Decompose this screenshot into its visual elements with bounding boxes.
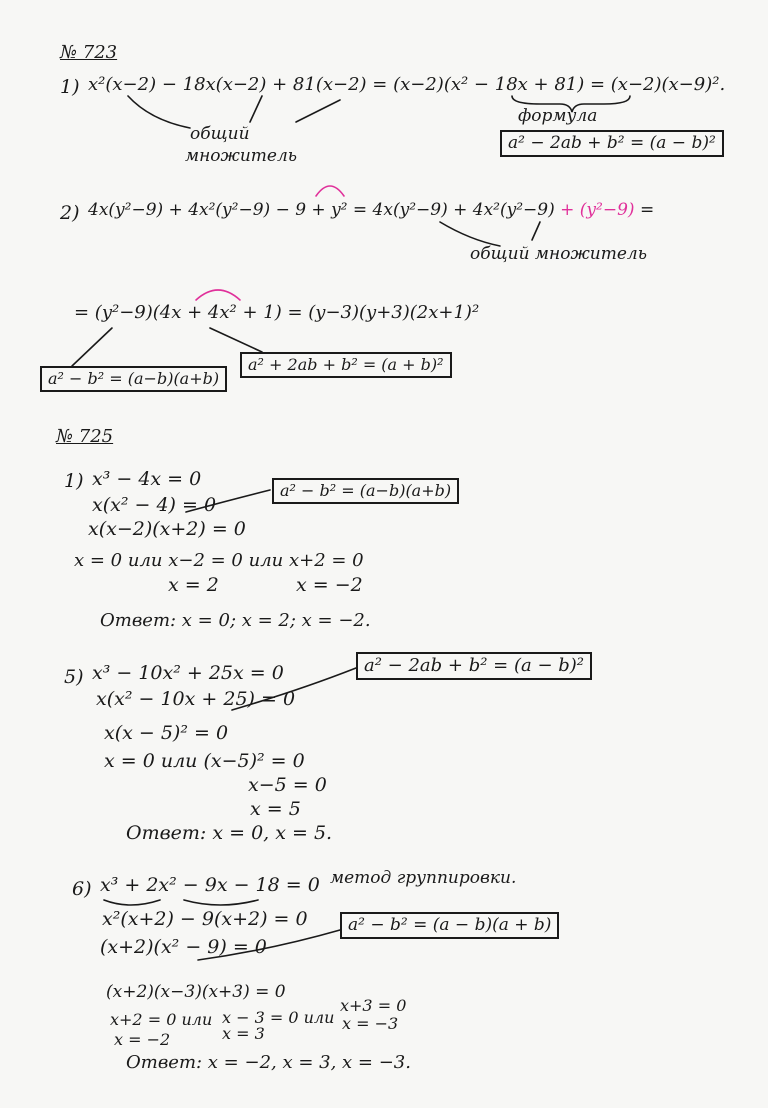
p725-item6-line3: (x+2)(x² − 9) = 0: [100, 936, 267, 958]
problem-number-723: № 723: [60, 42, 118, 63]
p723-item2-label: 2): [60, 202, 80, 224]
p725-item6-formula-box: a² − b² = (a − b)(a + b): [340, 912, 559, 939]
p725-item1-line4: x = 0 или x−2 = 0 или x+2 = 0: [74, 550, 364, 571]
p725-item5-line3: x(x − 5)² = 0: [104, 722, 229, 744]
p725-item5-line5: x−5 = 0: [248, 774, 327, 796]
p725-item1-line5a: x = 2: [168, 574, 219, 596]
p725-item6-line5a: x+2 = 0 или: [110, 1010, 213, 1029]
p725-item1-line5b: x = −2: [296, 574, 363, 596]
arrow-common-factor-left: [128, 96, 190, 128]
arrow-to-sum-square-box: [210, 328, 262, 352]
p725-item5-answer: Ответ: x = 0, x = 5.: [126, 822, 333, 844]
p725-item5-formula-box: a² − 2ab + b² = (a − b)²: [356, 652, 592, 680]
p725-item5-line6: x = 5: [250, 798, 301, 820]
p723-item2-expr-end: =: [639, 200, 655, 220]
problem-number-725: № 725: [56, 426, 114, 447]
p725-item5-line2: x(x² − 10x + 25) = 0: [96, 688, 296, 710]
p725-item6-line6c: x = −3: [342, 1014, 399, 1033]
p723-note-common-factor-2: общий множитель: [470, 244, 647, 264]
p725-item1-line1: x³ − 4x = 0: [92, 468, 202, 490]
p725-item6-line4: (x+2)(x−3)(x+3) = 0: [106, 982, 286, 1002]
grouping-underline-2: [184, 900, 258, 905]
p725-item1-line3: x(x−2)(x+2) = 0: [88, 518, 246, 540]
p723-formula-box: a² − 2ab + b² = (a − b)²: [500, 130, 724, 157]
p723-formula-box-sum-square: a² + 2ab + b² = (a + b)²: [240, 352, 452, 378]
p725-item6-answer: Ответ: x = −2, x = 3, x = −3.: [126, 1052, 411, 1073]
p725-item6-label: 6): [72, 878, 92, 900]
p725-item6-line2: x²(x+2) − 9(x+2) = 0: [102, 908, 308, 930]
grouping-underline-1: [104, 900, 160, 905]
swap-arc-pink-2: [196, 290, 240, 300]
p725-item6-line6b: x = 3: [222, 1024, 265, 1043]
p723-item2-line2: = (y²−9)(4x + 4x² + 1) = (y−3)(y+3)(2x+1)²: [74, 302, 480, 323]
p725-item5-label: 5): [64, 666, 84, 688]
p723-item1-expression: x²(x−2) − 18x(x−2) + 81(x−2) = (x−2)(x² − 18x + 81) = (x−2)(x−9)².: [88, 74, 726, 95]
p725-item5-line4: x = 0 или (x−5)² = 0: [104, 750, 305, 772]
arrow-common-factor-mid: [250, 96, 262, 122]
p725-item1-line2: x(x² − 4) = 0: [92, 494, 217, 516]
p725-item1-label: 1): [64, 470, 84, 492]
arrow-to-diff-squares-box: [72, 328, 112, 366]
p723-note-common-line2: множитель: [185, 146, 298, 166]
p725-item6-line5c: x+3 = 0: [340, 996, 407, 1015]
p723-formula-box-diff-squares: a² − b² = (a−b)(a+b): [40, 366, 227, 392]
p723-formula-label: формула: [518, 106, 598, 126]
p723-note-common-line1: общий: [190, 124, 250, 144]
p725-item6-method: метод группировки.: [330, 868, 517, 888]
p723-item2-expr-main: 4x(y²−9) + 4x²(y²−9) − 9 + y² = 4x(y²−9) + 4x²(y²−9): [88, 200, 555, 220]
arrow-common-factor-right: [296, 100, 340, 122]
p725-item5-line1: x³ − 10x² + 25x = 0: [92, 662, 284, 684]
arrow-common-factor-2b: [532, 222, 540, 240]
arrow-common-factor-2a: [440, 222, 500, 246]
p723-item1-label: 1): [60, 76, 80, 98]
p725-item6-line6a: x = −2: [114, 1030, 171, 1049]
swap-arc-pink-1: [316, 186, 344, 196]
p725-item1-answer: Ответ: x = 0; x = 2; x = −2.: [100, 610, 371, 631]
p725-item1-formula-box: a² − b² = (a−b)(a+b): [272, 478, 459, 504]
p725-item6-line1: x³ + 2x² − 9x − 18 = 0: [100, 874, 320, 896]
p725-item6-line5b: x − 3 = 0 или: [222, 1008, 335, 1027]
p723-item2-expr-pink: + (y²−9): [560, 200, 635, 220]
p723-item2-expression: [88, 202, 654, 219]
